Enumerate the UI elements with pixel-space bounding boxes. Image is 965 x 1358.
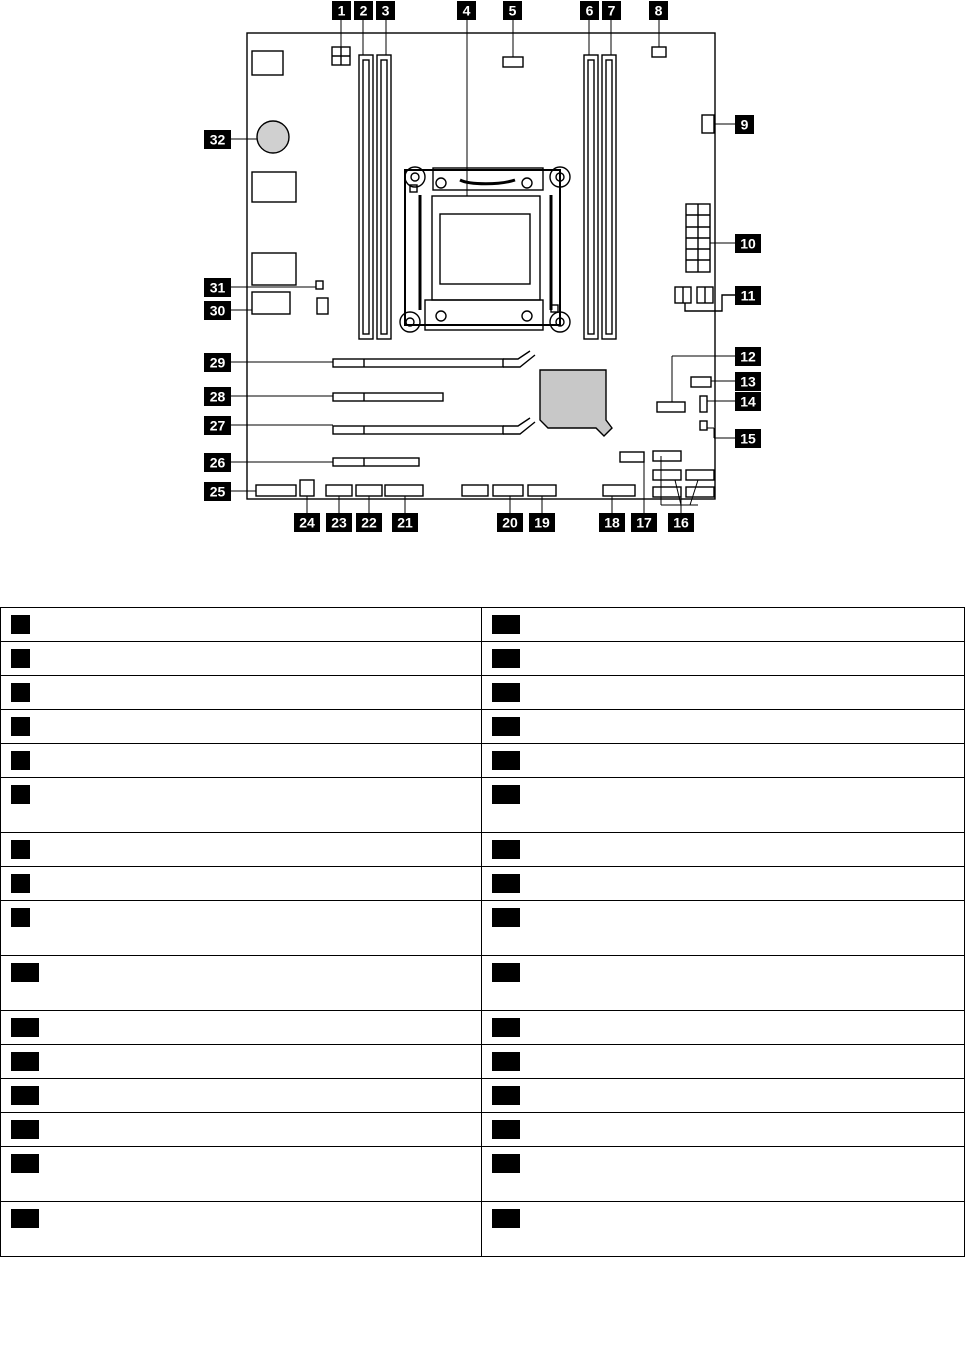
legend-callout-badge bbox=[492, 1154, 520, 1173]
fan-connector bbox=[503, 57, 523, 67]
header-connector bbox=[691, 377, 711, 387]
svg-text:5: 5 bbox=[508, 2, 517, 19]
svg-text:1: 1 bbox=[337, 2, 346, 19]
svg-text:12: 12 bbox=[740, 348, 756, 365]
callout-7 bbox=[602, 1, 621, 20]
legend-cell-left bbox=[1, 710, 482, 744]
callout-20 bbox=[497, 513, 523, 532]
io-block bbox=[252, 292, 290, 314]
svg-text:22: 22 bbox=[361, 514, 377, 531]
legend-cell-left bbox=[1, 778, 482, 833]
callout-28 bbox=[204, 387, 231, 406]
legend-callout-badge bbox=[11, 1209, 39, 1228]
legend-callout-badge bbox=[492, 717, 520, 736]
header-connector bbox=[385, 485, 423, 496]
svg-text:21: 21 bbox=[397, 514, 413, 531]
sata-connector bbox=[653, 470, 681, 480]
svg-text:30: 30 bbox=[209, 302, 226, 319]
io-block bbox=[252, 51, 283, 75]
legend-row bbox=[1, 608, 965, 642]
legend-callout-badge bbox=[492, 649, 520, 668]
memory-slot bbox=[377, 55, 391, 339]
io-block bbox=[252, 172, 296, 202]
header-connector bbox=[528, 485, 556, 496]
legend-cell-left bbox=[1, 1202, 482, 1257]
callout-12 bbox=[735, 347, 761, 366]
callout-2 bbox=[354, 1, 373, 20]
legend-cell-right bbox=[482, 1113, 965, 1147]
callout-legend-table bbox=[0, 607, 965, 1257]
legend-callout-badge bbox=[492, 1120, 520, 1139]
sata-connector bbox=[653, 451, 681, 461]
legend-callout-badge bbox=[11, 751, 30, 770]
svg-text:18: 18 bbox=[604, 514, 620, 531]
svg-text:7: 7 bbox=[607, 2, 616, 19]
memory-slot bbox=[584, 55, 598, 339]
header-connector bbox=[657, 402, 685, 412]
legend-cell-right bbox=[482, 956, 965, 1011]
legend-cell-left bbox=[1, 608, 482, 642]
svg-text:25: 25 bbox=[209, 483, 226, 500]
legend-cell-right bbox=[482, 1079, 965, 1113]
svg-text:32: 32 bbox=[209, 131, 226, 148]
svg-text:24: 24 bbox=[299, 514, 315, 531]
callout-25 bbox=[204, 482, 231, 501]
callout-15 bbox=[735, 429, 761, 448]
callout-31 bbox=[204, 278, 231, 297]
legend-callout-badge bbox=[11, 874, 30, 893]
svg-text:29: 29 bbox=[209, 354, 226, 371]
front-audio-header bbox=[256, 485, 296, 496]
legend-cell-left bbox=[1, 1079, 482, 1113]
callout-1 bbox=[332, 1, 351, 20]
legend-callout-badge bbox=[11, 1086, 39, 1105]
cpu-socket bbox=[405, 170, 560, 325]
svg-text:17: 17 bbox=[636, 514, 652, 531]
legend-callout-badge bbox=[11, 615, 30, 634]
callout-27 bbox=[204, 416, 231, 435]
chipset-heatsink bbox=[540, 370, 612, 436]
callout-10 bbox=[735, 234, 761, 253]
callout-19 bbox=[529, 513, 555, 532]
legend-row bbox=[1, 778, 965, 833]
legend-callout-badge bbox=[11, 908, 30, 927]
legend-callout-badge bbox=[492, 785, 520, 804]
pcie-slot bbox=[333, 393, 443, 401]
header-connector bbox=[326, 485, 352, 496]
legend-cell-right bbox=[482, 901, 965, 956]
svg-text:23: 23 bbox=[331, 514, 347, 531]
legend-cell-left bbox=[1, 833, 482, 867]
legend-callout-badge bbox=[11, 1154, 39, 1173]
fan-connector bbox=[652, 47, 666, 57]
header-connector bbox=[603, 485, 635, 496]
callout-22 bbox=[356, 513, 382, 532]
svg-text:26: 26 bbox=[209, 454, 226, 471]
legend-cell-right bbox=[482, 676, 965, 710]
svg-text:9: 9 bbox=[740, 116, 749, 133]
legend-row bbox=[1, 833, 965, 867]
memory-slot bbox=[602, 55, 616, 339]
svg-text:28: 28 bbox=[209, 388, 226, 405]
svg-text:31: 31 bbox=[209, 279, 226, 296]
memory-slot bbox=[359, 55, 373, 339]
legend-callout-badge bbox=[11, 785, 30, 804]
svg-text:8: 8 bbox=[654, 2, 663, 19]
legend-row bbox=[1, 956, 965, 1011]
legend-cell-right bbox=[482, 1147, 965, 1202]
legend-cell-left bbox=[1, 676, 482, 710]
pcie-slot bbox=[333, 458, 419, 466]
system-board-diagram bbox=[0, 0, 965, 560]
legend-cell-right bbox=[482, 608, 965, 642]
legend-callout-badge bbox=[492, 908, 520, 927]
callout-32 bbox=[204, 130, 231, 149]
header-connector bbox=[493, 485, 523, 496]
svg-text:19: 19 bbox=[534, 514, 550, 531]
legend-row bbox=[1, 1011, 965, 1045]
legend-callout-badge bbox=[492, 683, 520, 702]
legend-row bbox=[1, 901, 965, 956]
callout-17 bbox=[631, 513, 657, 532]
legend-callout-badge bbox=[11, 963, 39, 982]
speaker-header bbox=[300, 480, 314, 496]
callout-18 bbox=[599, 513, 625, 532]
svg-text:20: 20 bbox=[502, 514, 518, 531]
svg-text:11: 11 bbox=[740, 287, 756, 304]
callout-24 bbox=[294, 513, 320, 532]
legend-callout-badge bbox=[11, 1120, 39, 1139]
callout-30 bbox=[204, 301, 231, 320]
svg-text:4: 4 bbox=[462, 2, 471, 19]
coin-battery bbox=[257, 121, 289, 153]
svg-text:15: 15 bbox=[740, 430, 756, 447]
legend-cell-right bbox=[482, 642, 965, 676]
legend-cell-left bbox=[1, 1045, 482, 1079]
svg-text:13: 13 bbox=[740, 373, 756, 390]
callout-8 bbox=[649, 1, 668, 20]
legend-row bbox=[1, 1113, 965, 1147]
legend-callout-badge bbox=[492, 963, 520, 982]
legend-row bbox=[1, 642, 965, 676]
legend-callout-badge bbox=[11, 1052, 39, 1071]
legend-cell-left bbox=[1, 901, 482, 956]
small-header bbox=[317, 298, 328, 314]
callout-26 bbox=[204, 453, 231, 472]
callout-21 bbox=[392, 513, 418, 532]
legend-callout-badge bbox=[492, 751, 520, 770]
header-connector bbox=[462, 485, 488, 496]
svg-text:6: 6 bbox=[585, 2, 594, 19]
jumper bbox=[700, 396, 707, 412]
legend-callout-badge bbox=[492, 1052, 520, 1071]
pcie-slot bbox=[333, 426, 503, 434]
legend-cell-right bbox=[482, 778, 965, 833]
svg-text:10: 10 bbox=[740, 235, 756, 252]
callout-14 bbox=[735, 392, 761, 411]
pcie-slot bbox=[333, 359, 503, 367]
callout-3 bbox=[376, 1, 395, 20]
io-block bbox=[252, 253, 296, 285]
svg-text:27: 27 bbox=[209, 417, 226, 434]
legend-cell-right bbox=[482, 833, 965, 867]
small-jumper bbox=[316, 281, 323, 289]
callout-29 bbox=[204, 353, 231, 372]
legend-cell-left bbox=[1, 956, 482, 1011]
legend-row bbox=[1, 710, 965, 744]
legend-callout-badge bbox=[492, 1018, 520, 1037]
callout-5 bbox=[503, 1, 522, 20]
sata-connector bbox=[686, 470, 714, 480]
fan-connector bbox=[702, 115, 714, 133]
legend-row bbox=[1, 1045, 965, 1079]
legend-cell-right bbox=[482, 744, 965, 778]
board-outline bbox=[247, 33, 715, 499]
callout-11 bbox=[735, 286, 761, 305]
callout-16 bbox=[668, 513, 694, 532]
legend-callout-badge bbox=[492, 615, 520, 634]
legend-row bbox=[1, 1147, 965, 1202]
legend-cell-right bbox=[482, 1045, 965, 1079]
legend-callout-badge bbox=[492, 874, 520, 893]
callout-13 bbox=[735, 372, 761, 391]
legend-callout-badge bbox=[492, 1209, 520, 1228]
legend-cell-left bbox=[1, 642, 482, 676]
legend-callout-badge bbox=[11, 840, 30, 859]
svg-text:3: 3 bbox=[381, 2, 390, 19]
legend-callout-badge bbox=[492, 1086, 520, 1105]
legend-callout-badge bbox=[11, 649, 30, 668]
legend-callout-badge bbox=[11, 1018, 39, 1037]
legend-cell-left bbox=[1, 867, 482, 901]
legend-cell-right bbox=[482, 867, 965, 901]
svg-text:16: 16 bbox=[673, 514, 689, 531]
legend-cell-left bbox=[1, 1147, 482, 1202]
legend-row bbox=[1, 744, 965, 778]
legend-row bbox=[1, 1202, 965, 1257]
callout-9 bbox=[735, 115, 754, 134]
sata-connector bbox=[620, 452, 644, 462]
legend-callout-badge bbox=[11, 683, 30, 702]
legend-cell-right bbox=[482, 1011, 965, 1045]
legend-callout-badge bbox=[11, 717, 30, 736]
legend-cell-right bbox=[482, 710, 965, 744]
legend-row bbox=[1, 1079, 965, 1113]
callout-6 bbox=[580, 1, 599, 20]
svg-text:14: 14 bbox=[740, 393, 756, 410]
svg-text:2: 2 bbox=[359, 2, 368, 19]
legend-row bbox=[1, 867, 965, 901]
legend-row bbox=[1, 676, 965, 710]
legend-cell-left bbox=[1, 744, 482, 778]
legend-cell-right bbox=[482, 1202, 965, 1257]
callout-23 bbox=[326, 513, 352, 532]
legend-cell-left bbox=[1, 1113, 482, 1147]
sata-connector bbox=[686, 487, 714, 497]
header-connector bbox=[356, 485, 382, 496]
jumper bbox=[700, 421, 707, 430]
callout-4 bbox=[457, 1, 476, 20]
legend-callout-badge bbox=[492, 840, 520, 859]
legend-cell-left bbox=[1, 1011, 482, 1045]
